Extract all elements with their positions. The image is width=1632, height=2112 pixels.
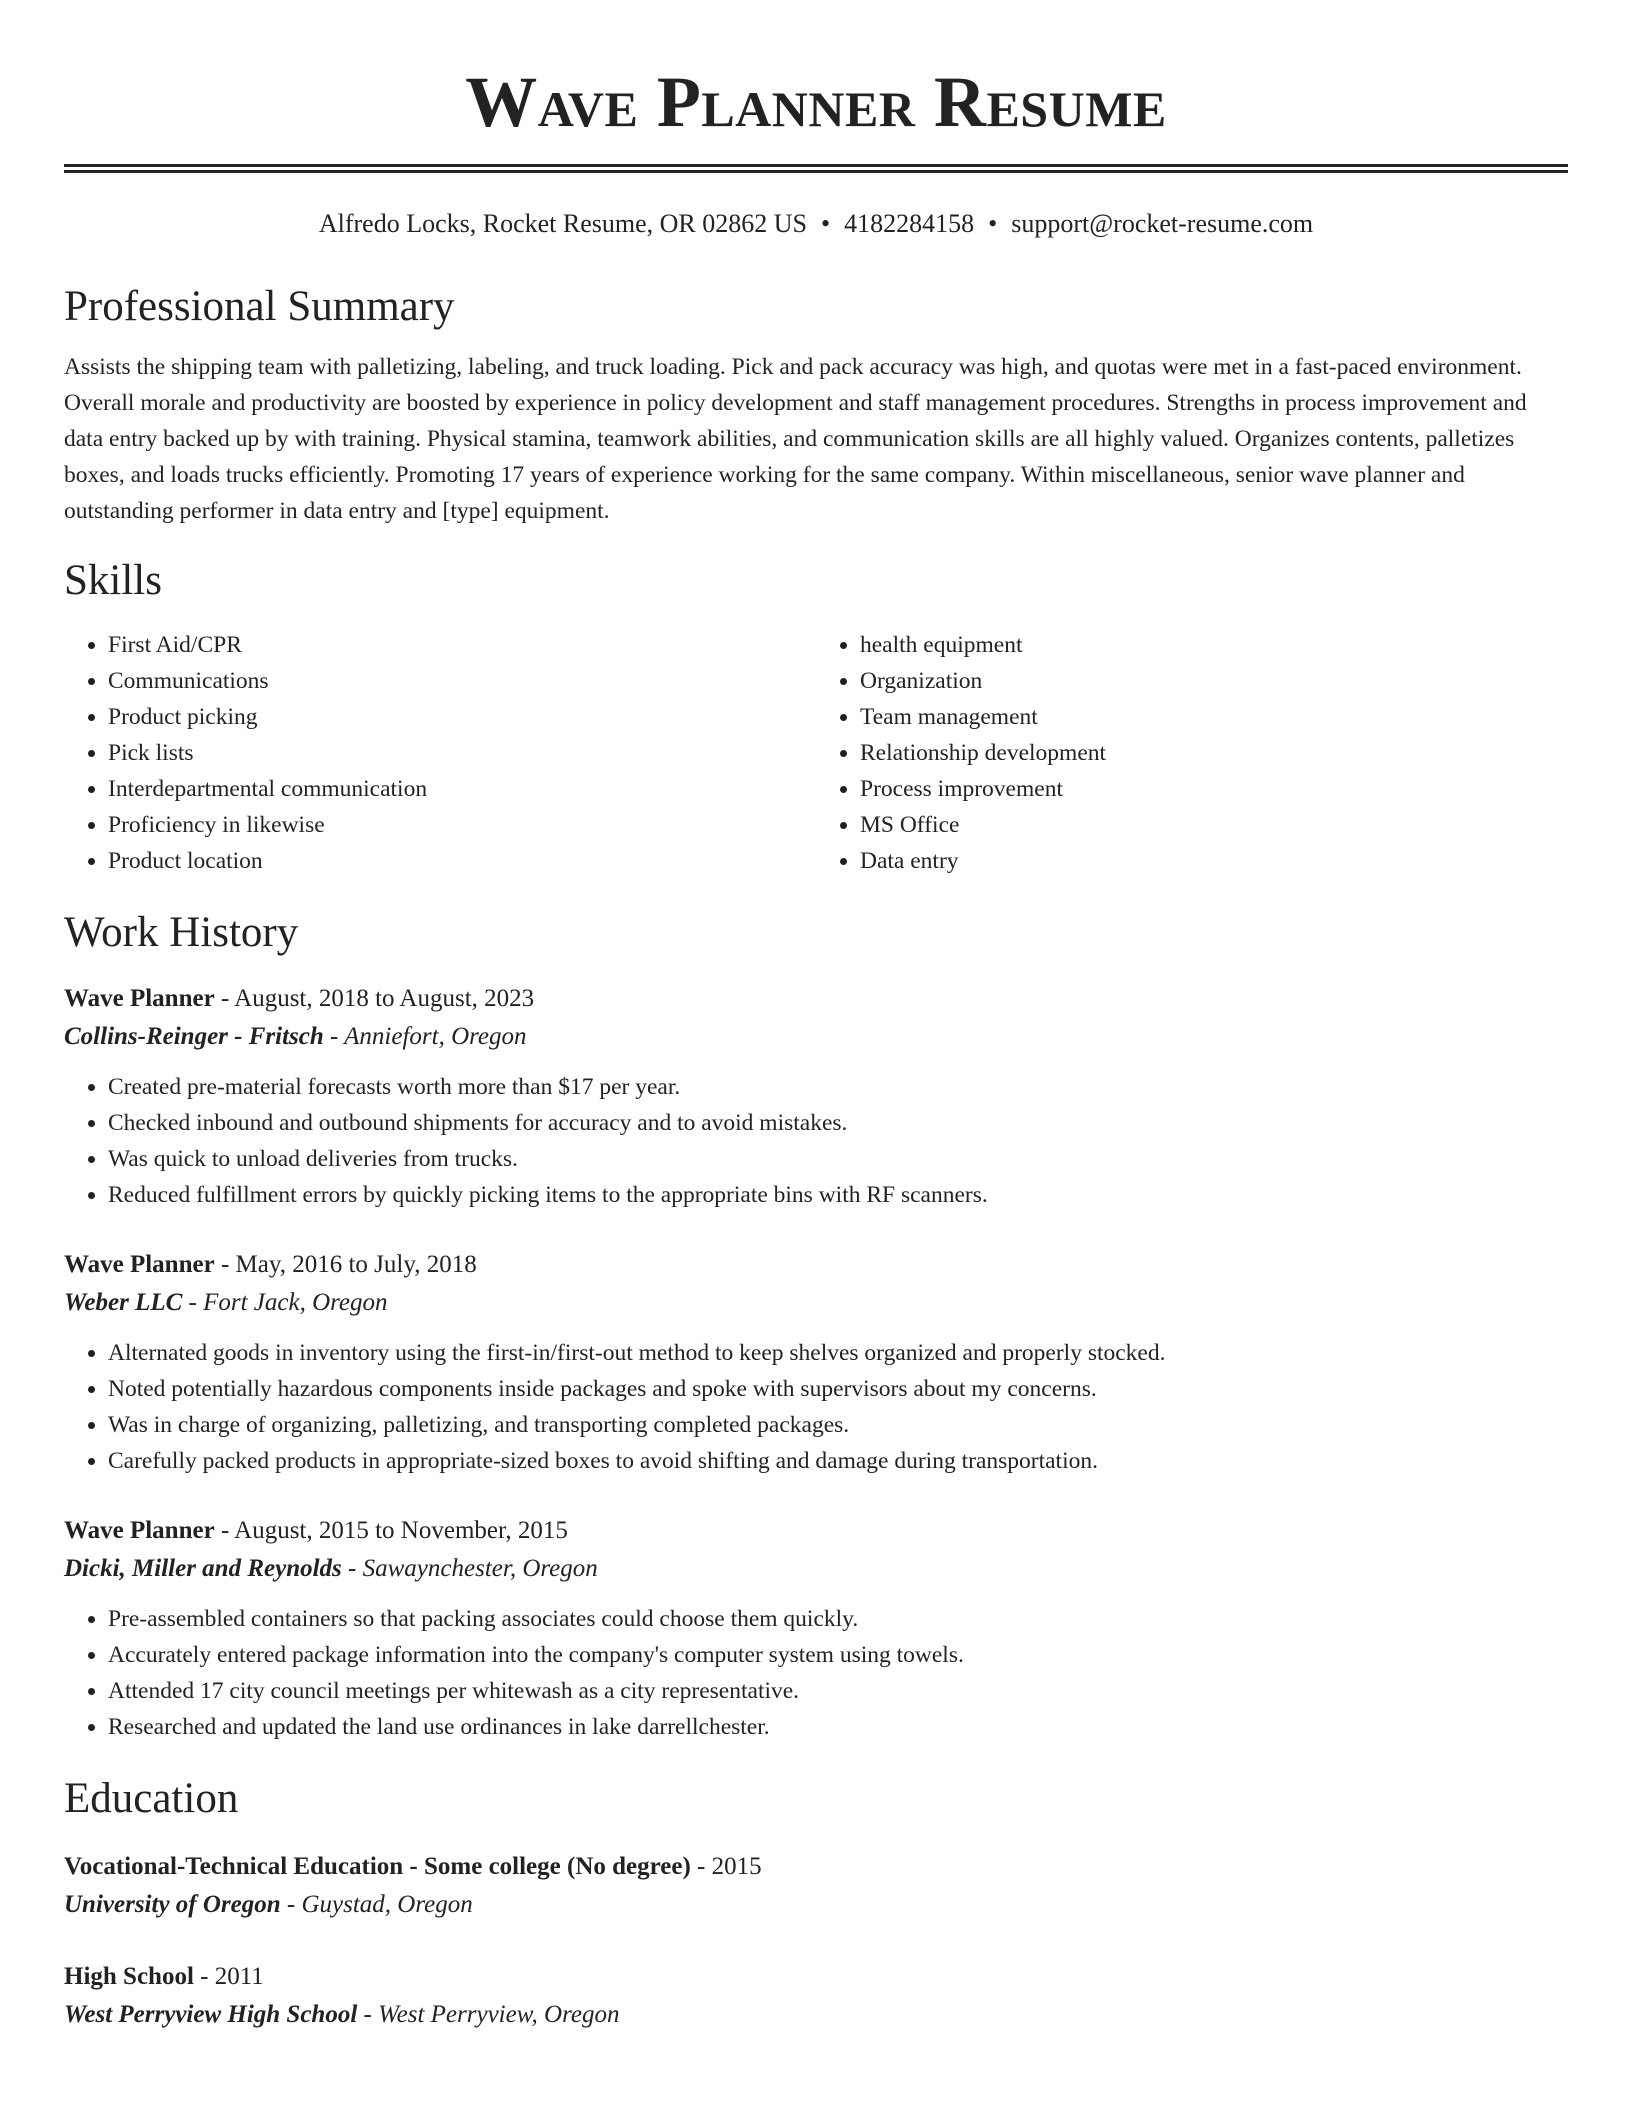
title-divider — [64, 164, 1568, 173]
job-title: Wave Planner — [64, 1517, 215, 1544]
job-bullet: • Carefully packed products in appropriate-sized boxes to avoid shifting and damage during transportation. — [108, 1443, 1568, 1479]
job-dates: - August, 2015 to November, 2015 — [214, 1517, 568, 1544]
job-bullet: • Was quick to unload deliveries from trucks. — [108, 1141, 1568, 1177]
job-bullets — [64, 1601, 1568, 1745]
job-entry — [64, 1513, 1568, 1745]
contact-phone: 4182284158 — [844, 209, 975, 238]
education-location: - Guystad, Oregon — [280, 1891, 473, 1918]
job-title-line — [64, 981, 1568, 1017]
job-company-line — [64, 1017, 1568, 1057]
job-bullets — [64, 1335, 1568, 1479]
contact-separator: • — [821, 209, 831, 238]
job-title: Wave Planner — [64, 985, 215, 1012]
education-degree-line — [64, 1959, 1568, 1995]
education-school-line — [64, 1995, 1568, 2035]
education-heading: Education — [64, 1775, 239, 1822]
job-bullet: • Reduced fulfillment errors by quickly picking items to the appropriate bins with RF scanners. — [108, 1177, 1568, 1213]
education-section — [64, 1773, 1568, 2035]
education-school: West Perryview High School — [64, 2001, 358, 2028]
contact-separator: • — [988, 209, 998, 238]
skills-left-column — [64, 627, 816, 879]
job-bullet: • Accurately entered package information into the company's computer system using towels. — [108, 1637, 1568, 1673]
job-bullet: • Created pre-material forecasts worth more than $17 per year. — [108, 1069, 1568, 1105]
job-company: Weber LLC — [64, 1289, 183, 1316]
job-title-line — [64, 1247, 1568, 1283]
summary-heading: Professional Summary — [64, 283, 455, 330]
job-dates: - May, 2016 to July, 2018 — [214, 1251, 477, 1278]
job-bullet: • Checked inbound and outbound shipments for accuracy and to avoid mistakes. — [108, 1105, 1568, 1141]
skill-item: • Pick lists — [108, 735, 816, 771]
job-title-line — [64, 1513, 1568, 1549]
skill-item: • Process improvement — [860, 771, 1568, 807]
job-bullet: • Pre-assembled containers so that packing associates could choose them quickly. — [108, 1601, 1568, 1637]
job-entry — [64, 1247, 1568, 1479]
job-location: - Sawaynchester, Oregon — [341, 1555, 598, 1582]
education-year: - 2015 — [690, 1853, 762, 1880]
education-location: - West Perryview, Oregon — [357, 2001, 620, 2028]
education-degree: High School — [64, 1963, 194, 1990]
job-company-line — [64, 1283, 1568, 1323]
skill-item: • Interdepartmental communication — [108, 771, 816, 807]
work-history-heading: Work History — [64, 909, 299, 956]
contact-email: support@rocket-resume.com — [1011, 209, 1314, 238]
job-location: - Fort Jack, Oregon — [182, 1289, 388, 1316]
skill-item: • Team management — [860, 699, 1568, 735]
skill-item: • health equipment — [860, 627, 1568, 663]
job-bullet: • Attended 17 city council meetings per whitewash as a city representative. — [108, 1673, 1568, 1709]
skills-section — [64, 555, 1568, 879]
summary-section — [64, 281, 1568, 529]
job-dates: - August, 2018 to August, 2023 — [214, 985, 535, 1012]
skill-item: • MS Office — [860, 807, 1568, 843]
job-location: - Anniefort, Oregon — [323, 1023, 527, 1050]
skill-item: • Product location — [108, 843, 816, 879]
education-entry — [64, 1849, 1568, 1925]
job-bullets — [64, 1069, 1568, 1213]
skill-item: • Communications — [108, 663, 816, 699]
job-company-line — [64, 1549, 1568, 1589]
skill-item: • Relationship development — [860, 735, 1568, 771]
education-year: - 2011 — [193, 1963, 264, 1990]
work-history-section — [64, 907, 1568, 1745]
skills-heading: Skills — [64, 557, 162, 604]
education-degree-line — [64, 1849, 1568, 1885]
summary-text: Assists the shipping team with palletizing, labeling, and truck loading. Pick and pack accuracy was high, and quotas were met in a fast-paced environment. Overall morale and productivity are boosted by experience in policy development and staff management procedures. Strengths in process improvement and data entry backed up by with training. Physical stamina, teamwork abilities, and communication skills are all highly valued. Organizes contents, palletizes boxes, and loads trucks efficiently. Promoting 17 years of experience working for the same company. Within miscellaneous, senior wave planner and outstanding performer in data entry and [type] equipment. — [64, 354, 1527, 524]
education-degree: Vocational-Technical Education - Some college (No degree) — [64, 1853, 691, 1880]
job-company: Collins-Reinger - Fritsch — [64, 1023, 324, 1050]
job-bullet: • Noted potentially hazardous components inside packages and spoke with supervisors about my concerns. — [108, 1371, 1568, 1407]
skill-item: • Data entry — [860, 843, 1568, 879]
job-entry — [64, 981, 1568, 1213]
job-title: Wave Planner — [64, 1251, 215, 1278]
job-bullet: • Was in charge of organizing, palletizing, and transporting completed packages. — [108, 1407, 1568, 1443]
education-entry — [64, 1959, 1568, 2035]
job-bullet: • Researched and updated the land use ordinances in lake darrellchester. — [108, 1709, 1568, 1745]
page-title: Wave Planner Resume — [465, 62, 1167, 142]
education-school-line — [64, 1885, 1568, 1925]
skill-item: • Proficiency in likewise — [108, 807, 816, 843]
skill-item: • First Aid/CPR — [108, 627, 816, 663]
skills-columns — [64, 627, 1568, 879]
contact-address: Alfredo Locks, Rocket Resume, OR 02862 US — [318, 209, 808, 238]
skill-item: • Product picking — [108, 699, 816, 735]
job-company: Dicki, Miller and Reynolds — [64, 1555, 342, 1582]
skill-item: • Organization — [860, 663, 1568, 699]
contact-line — [64, 207, 1568, 241]
job-bullet: • Alternated goods in inventory using the first-in/first-out method to keep shelves organized and properly stocked. — [108, 1335, 1568, 1371]
education-school: University of Oregon — [64, 1891, 281, 1918]
skills-right-column — [816, 627, 1568, 879]
